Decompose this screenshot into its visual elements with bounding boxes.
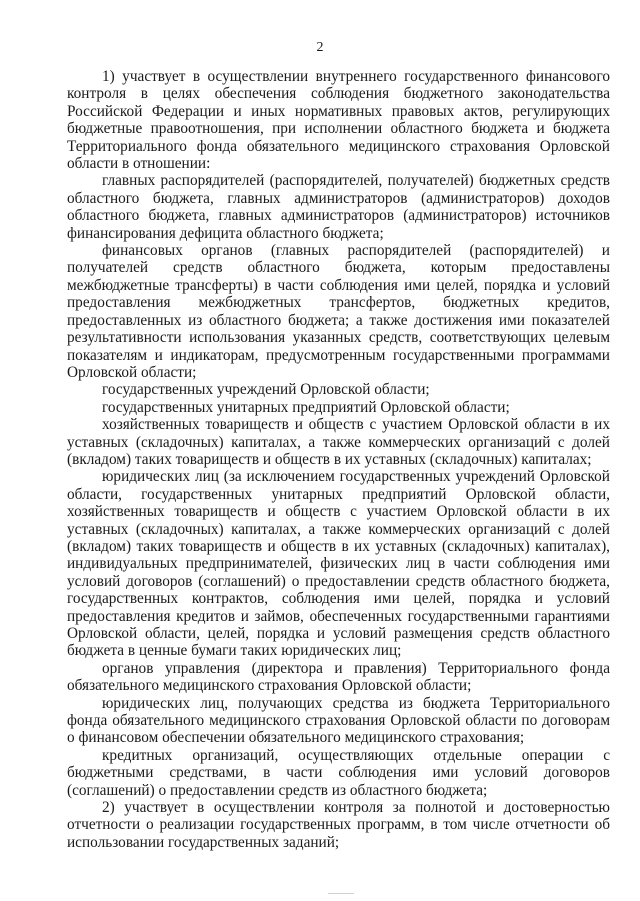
document-body [67, 68, 610, 851]
paragraph-credit-organizations: кредитных организаций, осуществляющих отдельные операции с бюджетными средствами, в части соблюдения ими условий договоров (соглашений) о предоставлении средств из областного бюджета; [67, 746, 610, 799]
page-number: 2 [316, 40, 324, 55]
paragraph-item-1: 1) участвует в осуществлении внутреннего государственного финансового контроля в целях обеспечения соблюдения бюджетного законодательства Российской Федерации и иных нормативных правовых актов, регулирующих бюджетные правоотношения, при исполнении областного бюджета и бюджета Территориального фонда обязательного медицинского страхования Орловской области в отношении: [67, 68, 610, 173]
paragraph-main-administrators: главных распорядителей (распорядителей, получателей) бюджетных средств областного бюджета, главных администраторов (администраторов) доходов областного бюджета, главных администраторов (администраторов) источников финансирования дефицита областного бюджета; [67, 172, 610, 242]
scan-artifact-line [328, 893, 354, 894]
paragraph-fund-recipients: юридических лиц, получающих средства из бюджета Территориального фонда обязательного медицинского страхования Орловской области по договорам о финансовом обеспечении обязательного медицинского страхования; [67, 694, 610, 747]
paragraph-financial-bodies: финансовых органов (главных распорядителей (распорядителей) и получателей средств областного бюджета, которым предоставлены межбюджетные трансферты) в части соблюдения ими целей, порядка и условий предоставления межбюджетных трансфертов, бюджетных кредитов, предоставленных из областного бюджета; а также достижения ими показателей результативности использования указанных средств, соответствующих целевым показателям и индикаторам, предусмотренным государственными программами Орловской области; [67, 242, 610, 381]
paragraph-state-institutions: государственных учреждений Орловской области; [102, 381, 430, 399]
paragraph-business-partnerships: хозяйственных товариществ и обществ с участием Орловской области в их уставных (складочных) капиталах, а также коммерческих организаций с долей (вкладом) таких товариществ и обществ в их уставных (складочных) капиталах; [67, 416, 610, 468]
paragraph-legal-entities: юридических лиц (за исключением государственных учреждений Орловской области, государственных унитарных предприятий Орловской области, хозяйственных товариществ и обществ с участием Орловской области в их уставных (складочных) капиталах, а также коммерческих организаций с долей (вкладом) таких товариществ и обществ в их уставных (складочных) капиталах), индивидуальных предпринимателей, физических лиц в части соблюдения ими условий договоров (соглашений) о предоставлении средств областного бюджета, государственных контрактов, соблюдения ими целей, порядка и условий предоставления кредитов и займов, обеспеченных государственными гарантиями Орловской области, целей, порядка и условий размещения средств областного бюджета в ценные бумаги таких юридических лиц; [67, 468, 610, 660]
paragraph-unitary-enterprises: государственных унитарных предприятий Орловской области; [102, 398, 510, 416]
paragraph-fund-management: органов управления (директора и правления) Территориального фонда обязательного медицинского страхования Орловской области; [67, 659, 610, 695]
paragraph-item-2: 2) участвует в осуществлении контроля за полнотой и достоверностью отчетности о реализации государственных программ, в том числе отчетности об использовании государственных заданий; [67, 799, 610, 851]
